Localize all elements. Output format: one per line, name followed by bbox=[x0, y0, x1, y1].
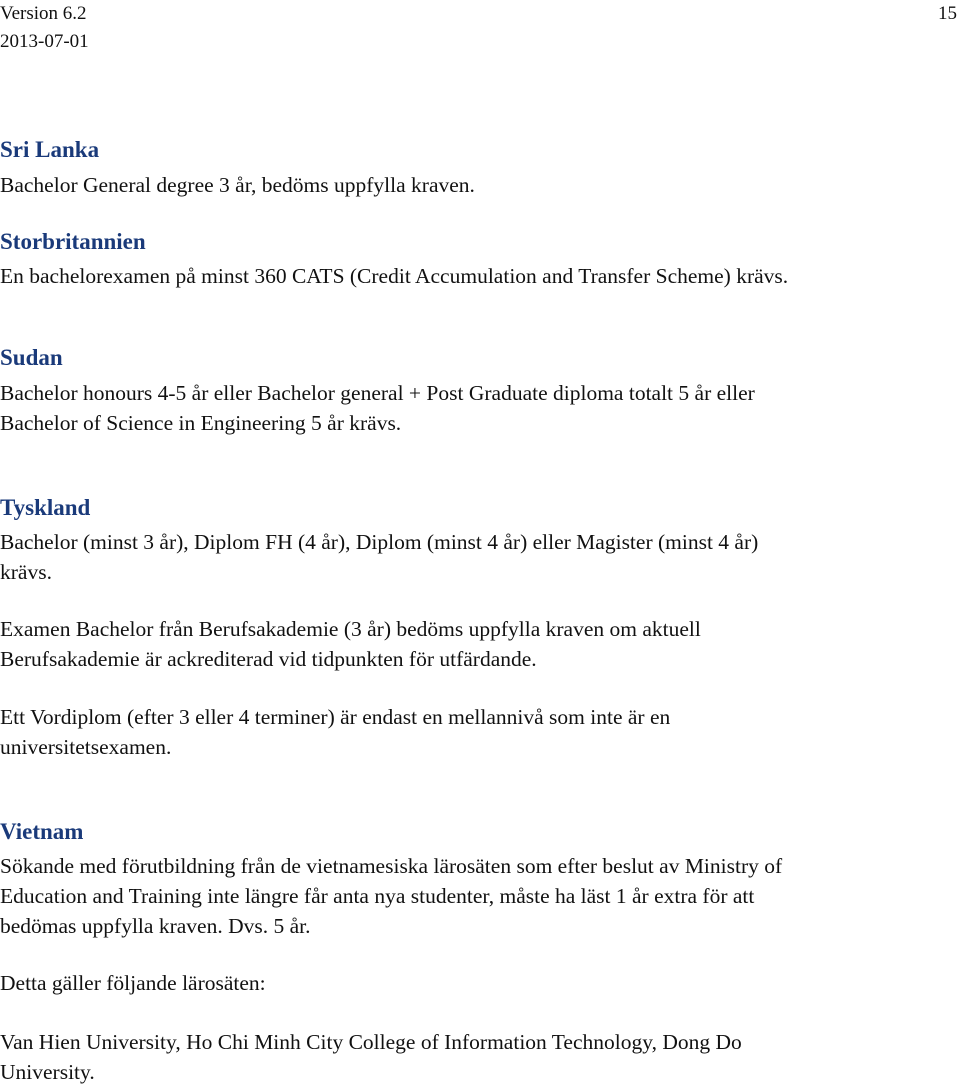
page-number: 15 bbox=[938, 3, 957, 24]
paragraph-line: krävs. bbox=[0, 560, 52, 584]
section-body-vietnam-p1 bbox=[0, 851, 940, 941]
paragraph-line: universitetsexamen. bbox=[0, 735, 172, 759]
section-body-tyskland-p1 bbox=[0, 527, 940, 587]
paragraph-line: En bachelorexamen på minst 360 CATS (Credit Accumulation and Transfer Scheme) krävs. bbox=[0, 264, 789, 288]
paragraph-line: Education and Training inte längre får anta nya studenter, måste ha läst 1 år extra för att bbox=[0, 884, 755, 908]
page-header bbox=[0, 0, 89, 56]
section-body-sri-lanka bbox=[0, 170, 940, 200]
section-body-sudan bbox=[0, 378, 940, 438]
section-title-sri-lanka: Sri Lanka bbox=[0, 137, 100, 162]
section-title-storbritannien: Storbritannien bbox=[0, 229, 146, 254]
section-title-sudan: Sudan bbox=[0, 345, 63, 370]
section-body-vietnam-p3 bbox=[0, 1027, 940, 1087]
paragraph-line: Bachelor honours 4-5 år eller Bachelor general + Post Graduate diploma totalt 5 år eller bbox=[0, 381, 755, 405]
paragraph-line: Bachelor of Science in Engineering 5 år krävs. bbox=[0, 411, 402, 435]
date-label: 2013-07-01 bbox=[0, 31, 89, 52]
section-title-tyskland: Tyskland bbox=[0, 495, 91, 520]
section-title-vietnam: Vietnam bbox=[0, 819, 84, 844]
section-body-storbritannien bbox=[0, 261, 940, 291]
paragraph-line: Examen Bachelor från Berufsakademie (3 år) bedöms uppfylla kraven om aktuell bbox=[0, 617, 701, 641]
paragraph-line: Ett Vordiplom (efter 3 eller 4 terminer) är endast en mellannivå som inte är en bbox=[0, 705, 671, 729]
paragraph-line: Bachelor (minst 3 år), Diplom FH (4 år), Diplom (minst 4 år) eller Magister (minst 4 år) bbox=[0, 530, 759, 554]
section-body-tyskland-p3 bbox=[0, 702, 940, 762]
version-label: Version 6.2 bbox=[0, 3, 87, 24]
paragraph-line: Detta gäller följande lärosäten: bbox=[0, 971, 266, 995]
section-body-vietnam-p2 bbox=[0, 968, 940, 998]
paragraph-line: Bachelor General degree 3 år, bedöms uppfylla kraven. bbox=[0, 173, 475, 197]
paragraph-line: bedömas uppfylla kraven. Dvs. 5 år. bbox=[0, 914, 311, 938]
paragraph-line: Van Hien University, Ho Chi Minh City College of Information Technology, Dong Do bbox=[0, 1030, 742, 1054]
section-body-tyskland-p2 bbox=[0, 614, 940, 674]
paragraph-line: University. bbox=[0, 1060, 95, 1084]
paragraph-line: Sökande med förutbildning från de vietnamesiska lärosäten som efter beslut av Ministry of bbox=[0, 854, 783, 878]
paragraph-line: Berufsakademie är ackrediterad vid tidpunkten för utfärdande. bbox=[0, 647, 537, 671]
